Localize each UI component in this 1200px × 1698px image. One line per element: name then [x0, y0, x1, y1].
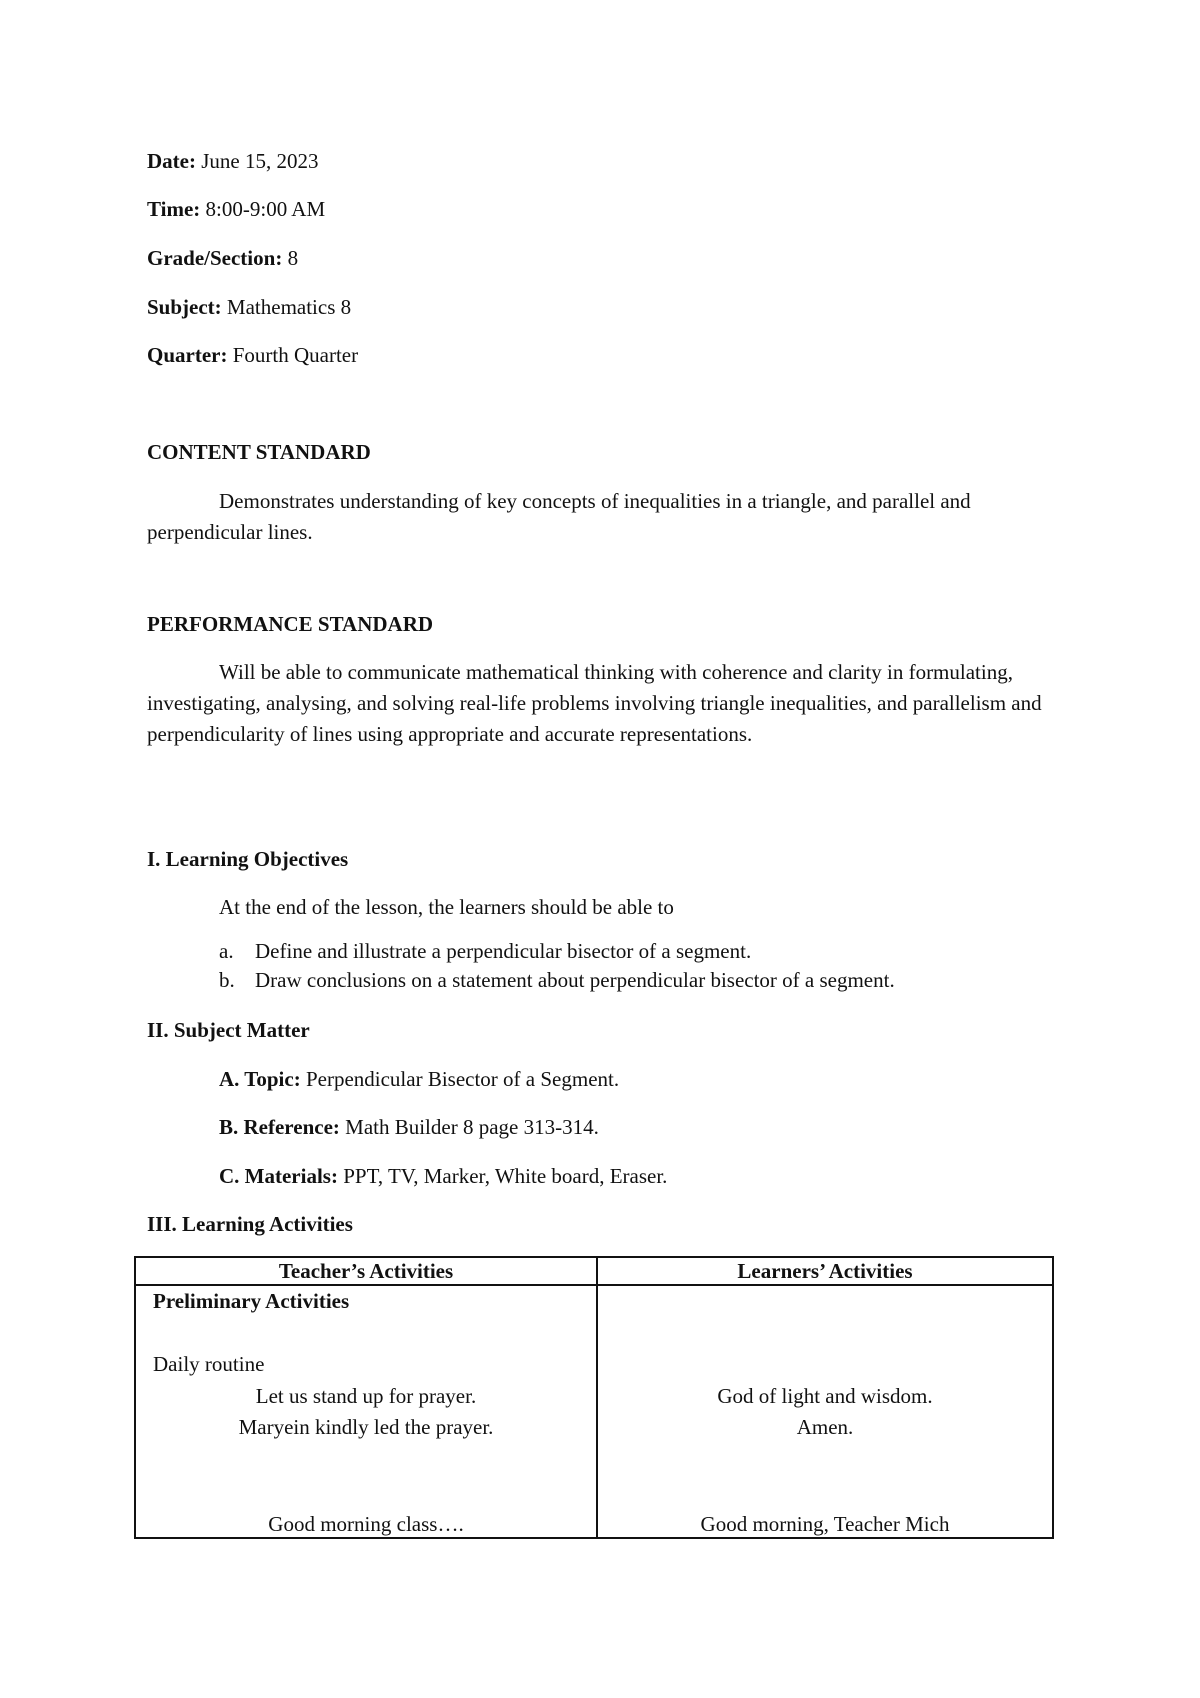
grade-label: Grade/Section: — [147, 246, 283, 270]
topic-label: A. Topic: — [219, 1067, 301, 1091]
list-item — [219, 966, 895, 995]
teacher-activities-cell — [135, 1285, 597, 1538]
objective-text: Draw conclusions on a statement about perpendicular bisector of a segment. — [255, 968, 895, 992]
grade-row — [147, 248, 298, 269]
learner-activities-cell — [597, 1285, 1053, 1538]
topic-row — [219, 1069, 619, 1090]
activities-table — [134, 1256, 1054, 1539]
content-standard-text — [147, 486, 1052, 548]
materials-label: C. Materials: — [219, 1164, 338, 1188]
preliminary-activities-title: Preliminary Activities — [153, 1289, 350, 1313]
list-item — [219, 937, 895, 966]
daily-routine-label: Daily routine — [153, 1352, 265, 1376]
grade-value: 8 — [287, 246, 299, 270]
materials-value: PPT, TV, Marker, White board, Eraser. — [343, 1164, 668, 1188]
teacher-line-prayer: Let us stand up for prayer. — [255, 1384, 477, 1408]
topic-value: Perpendicular Bisector of a Segment. — [305, 1067, 620, 1091]
content-standard-title: CONTENT STANDARD — [147, 440, 371, 464]
subject-value: Mathematics 8 — [226, 295, 352, 319]
date-label: Date: — [147, 149, 196, 173]
activities-title: III. Learning Activities — [147, 1212, 353, 1236]
reference-row — [219, 1117, 599, 1138]
teacher-line-led-prayer: Maryein kindly led the prayer. — [238, 1415, 494, 1439]
reference-label: B. Reference: — [219, 1115, 340, 1139]
objectives-title: I. Learning Objectives — [147, 847, 349, 871]
subject-label: Subject: — [147, 295, 222, 319]
learner-line-prayer: God of light and wisdom. — [717, 1384, 933, 1408]
performance-standard-title: PERFORMANCE STANDARD — [147, 612, 434, 636]
time-label: Time: — [147, 197, 201, 221]
subject-row — [147, 297, 351, 318]
table-row — [135, 1285, 1053, 1538]
learner-line-amen: Amen. — [796, 1415, 854, 1439]
objective-letter: b. — [219, 968, 235, 992]
reference-value: Math Builder 8 page 313-314. — [345, 1115, 599, 1139]
teacher-line-greeting: Good morning class…. — [268, 1512, 464, 1536]
column-header-teacher: Teacher’s Activities — [135, 1257, 597, 1285]
quarter-value: Fourth Quarter — [232, 343, 359, 367]
performance-standard-text — [147, 657, 1052, 750]
table-header-row — [135, 1257, 1053, 1285]
objective-text: Define and illustrate a perpendicular bisector of a segment. — [255, 939, 752, 963]
quarter-label: Quarter: — [147, 343, 228, 367]
objective-letter: a. — [219, 939, 234, 963]
quarter-row — [147, 345, 358, 366]
content-standard-body: Demonstrates understanding of key concepts of inequalities in a triangle, and parallel and perpendicular lines. — [147, 489, 971, 544]
performance-standard-body: Will be able to communicate mathematical thinking with coherence and clarity in formulating, investigating, analysing, and solving real-life problems involving triangle inequalities, and parallelism and perpendicularity of lines using appropriate and accurate representations. — [147, 660, 1042, 746]
date-value: June 15, 2023 — [201, 149, 319, 173]
learner-line-greeting: Good morning, Teacher Mich — [700, 1512, 950, 1536]
objectives-intro: At the end of the lesson, the learners should be able to — [219, 895, 674, 919]
column-header-learners: Learners’ Activities — [597, 1257, 1053, 1285]
date-row — [147, 151, 318, 172]
materials-row — [219, 1166, 667, 1187]
time-row — [147, 199, 325, 220]
subject-matter-title: II. Subject Matter — [147, 1018, 310, 1042]
time-value: 8:00-9:00 AM — [205, 197, 326, 221]
objectives-list — [219, 937, 895, 995]
